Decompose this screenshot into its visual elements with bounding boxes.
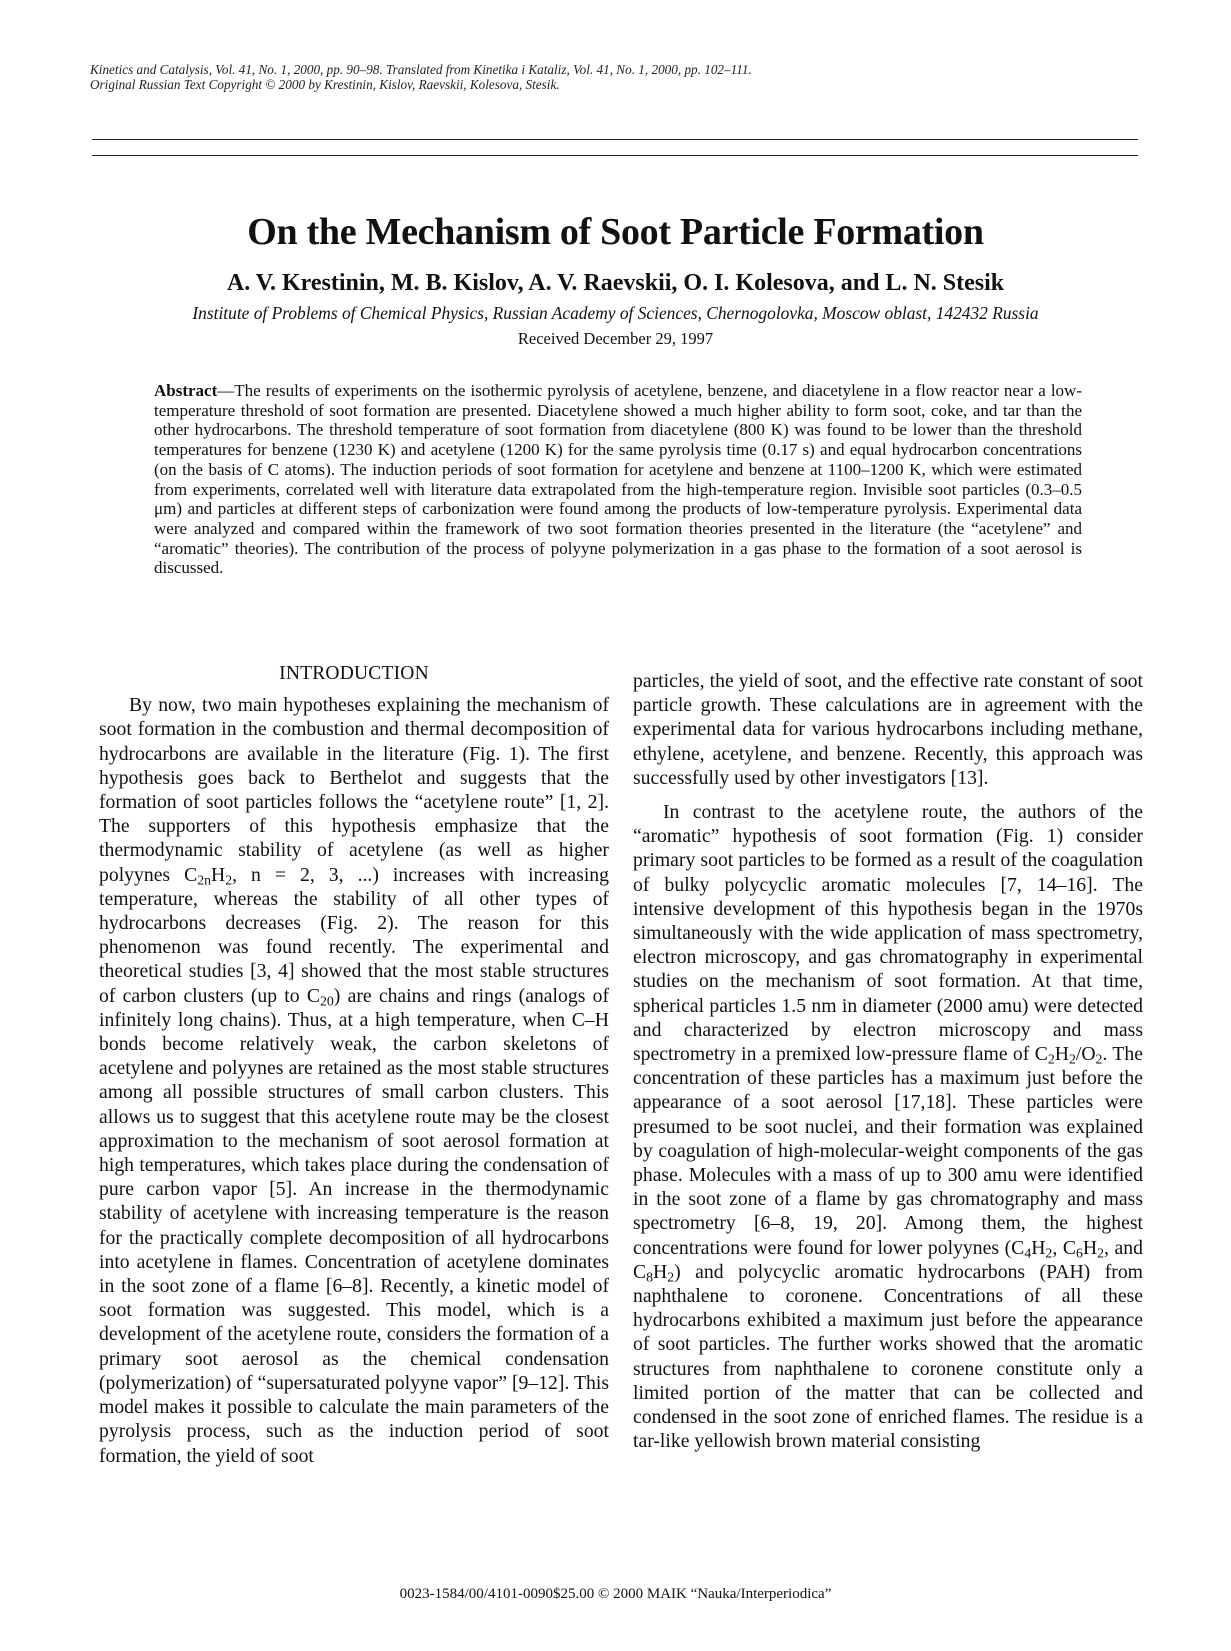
right-column [633, 669, 1143, 1454]
paper-title: On the Mechanism of Soot Particle Formation [247, 211, 984, 253]
intro-paragraph-1-continued: particles, the yield of soot, and the effective rate constant of soot particle growth. These calculations are in agreement with the experimental data for various hydrocarbons including methane, ethylene, acetylene, and benzene. Recently, this approach was successfully used by other investigators [13]. [633, 670, 1143, 789]
journal-header [90, 62, 1150, 92]
header-rule-top [92, 139, 1138, 140]
abstract-label: Abstract [154, 381, 218, 400]
header-rule-bottom [92, 155, 1138, 156]
affiliation: Institute of Problems of Chemical Physics, Russian Academy of Sciences, Chernogolovka, Moscow oblast, 142432 Russia [192, 303, 1039, 323]
intro-paragraph-1: By now, two main hypotheses explaining the mechanism of soot formation in the combustion and thermal decomposition of hydrocarbons are available in the literature (Fig. 1). The first hypothesis goes back to Berthelot and suggests that the formation of soot particles follows the “acetylene route” [1, 2]. The supporters of this hypothesis emphasize that the thermodynamic stability of acetylene (as well as higher polyynes $C_{2n}H_2$, n = 2, 3, ...) increases with increasing temperature, whereas the stability of all other types of hydrocarbons decreases (Fig. 2). The reason for this phenomenon was found recently. The experimental and theoretical studies [3, 4] showed that the most stable structures of carbon clusters (up to $C_{20}$) are chains and rings (analogs of infinitely long chains). Thus, at a high temperature, when C–H bonds become relatively weak, the carbon skeletons of acetylene and polyynes are retained as the most stable structures among all possible structures of small carbon clusters. This allows us to suggest that this acetylene route may be the closest approximation to the mechanism of soot aerosol formation at high temperatures, which takes place during the condensation of pure carbon vapor [5]. An increase in the thermodynamic stability of acetylene with increasing temperature is the reason for the practically complete decomposition of all hydrocarbons into acetylene in flames. Concentration of acetylene dominates in the soot zone of a flame [6–8]. Recently, a kinetic model of soot formation was suggested. This model, which is a development of the acetylene route, considers the formation of a primary soot aerosol as the chemical condensation (polymerization) of “supersaturated polyyne vapor” [9–12]. This model makes it possible to calculate the main parameters of the pyrolysis process, such as the induction period of soot formation, the yield of soot [99, 694, 610, 1467]
abstract-text: —The results of experiments on the isothermic pyrolysis of acetylene, benzene, and diacetylene in a flow reactor near a low-temperature threshold of soot formation are presented. Diacetylene showed a much higher ability to form soot, coke, and tar than the other hydrocarbons. The threshold temperature of soot formation from diacetylene (800 K) was found to be lower than the threshold temperatures for benzene (1230 K) and acetylene (1200 K) for the same pyrolysis time (0.17 s) and equal hydrocarbon concentrations (on the basis of C atoms). The induction periods of soot formation for acetylene and benzene at 1100–1200 K, which were estimated from experiments, correlated well with literature data extrapolated from the high-temperature region. Invisible soot particles (0.3–0.5 μm) and particles at different steps of carbonization were found among the products of low-temperature pyrolysis. Experimental data were analyzed and compared within the framework of two soot formation theories presented in the literature (the “acetylene” and “aromatic” theories). The contribution of the process of polyyne polymerization in a gas phase to the formation of a soot aerosol is discussed. [154, 381, 1082, 578]
copyright-line: Original Russian Text Copyright © 2000 by Krestinin, Kislov, Raevskii, Kolesova, Stesik. [90, 77, 560, 92]
received-date: Received December 29, 1997 [517, 329, 714, 348]
journal-citation-line: Kinetics and Catalysis, Vol. 41, No. 1, 2000, pp. 90–98. Translated from Kinetika i Kataliz, Vol. 41, No. 1, 2000, pp. 102–111. [90, 62, 752, 77]
intro-paragraph-2: In contrast to the acetylene route, the authors of the “aromatic” hypothesis of soot formation (Fig. 1) consider primary soot particles to be formed as a result of the coagulation of bulky polycyclic aromatic molecules [7, 14–16]. The intensive development of this hypothesis began in the 1970s simultaneously with the wide application of mass spectrometry, electron microscopy, and gas chromatography in experimental studies on the mechanism of soot formation. At that time, spherical particles 1.5 nm in diameter (2000 amu) were detected and characterized by electron microscopy and mass spectrometry in a premixed low-pressure flame of $C_2H_2/O_2$. The concentration of these particles has a maximum just before the appearance of a soot aerosol [17,18]. These particles were presumed to be soot nuclei, and their formation was explained by coagulation of high-molecular-weight components of the gas phase. Molecules with a mass of up to 300 amu were identified in the soot zone of a flame by gas chromatography and mass spectrometry [6–8, 19, 20]. Among them, the highest concentrations were found for lower polyynes ($C_4H_2$, $C_6H_2$, and $C_8H_2$) and polycyclic aromatic hydrocarbons (PAH) from naphthalene to coronene. Concentrations of all these hydrocarbons exhibited a maximum just before the appearance of soot particles. The further works showed that the aromatic structures from naphthalene to coronene constitute only a limited portion of the matter that can be collected and condensed in the soot zone of enriched flames. The residue is a tar-like yellowish brown material consisting [633, 801, 1143, 1453]
section-heading-introduction: INTRODUCTION [279, 663, 429, 684]
authors: A. V. Krestinin, M. B. Kislov, A. V. Raevskii, O. I. Kolesova, and L. N. Stesik [226, 270, 1005, 296]
abstract [154, 381, 1082, 578]
left-column [99, 662, 609, 1468]
page-footer: 0023-1584/00/4101-0090$25.00 © 2000 MAIK “Nauka/Interperiodica” [399, 1586, 832, 1602]
